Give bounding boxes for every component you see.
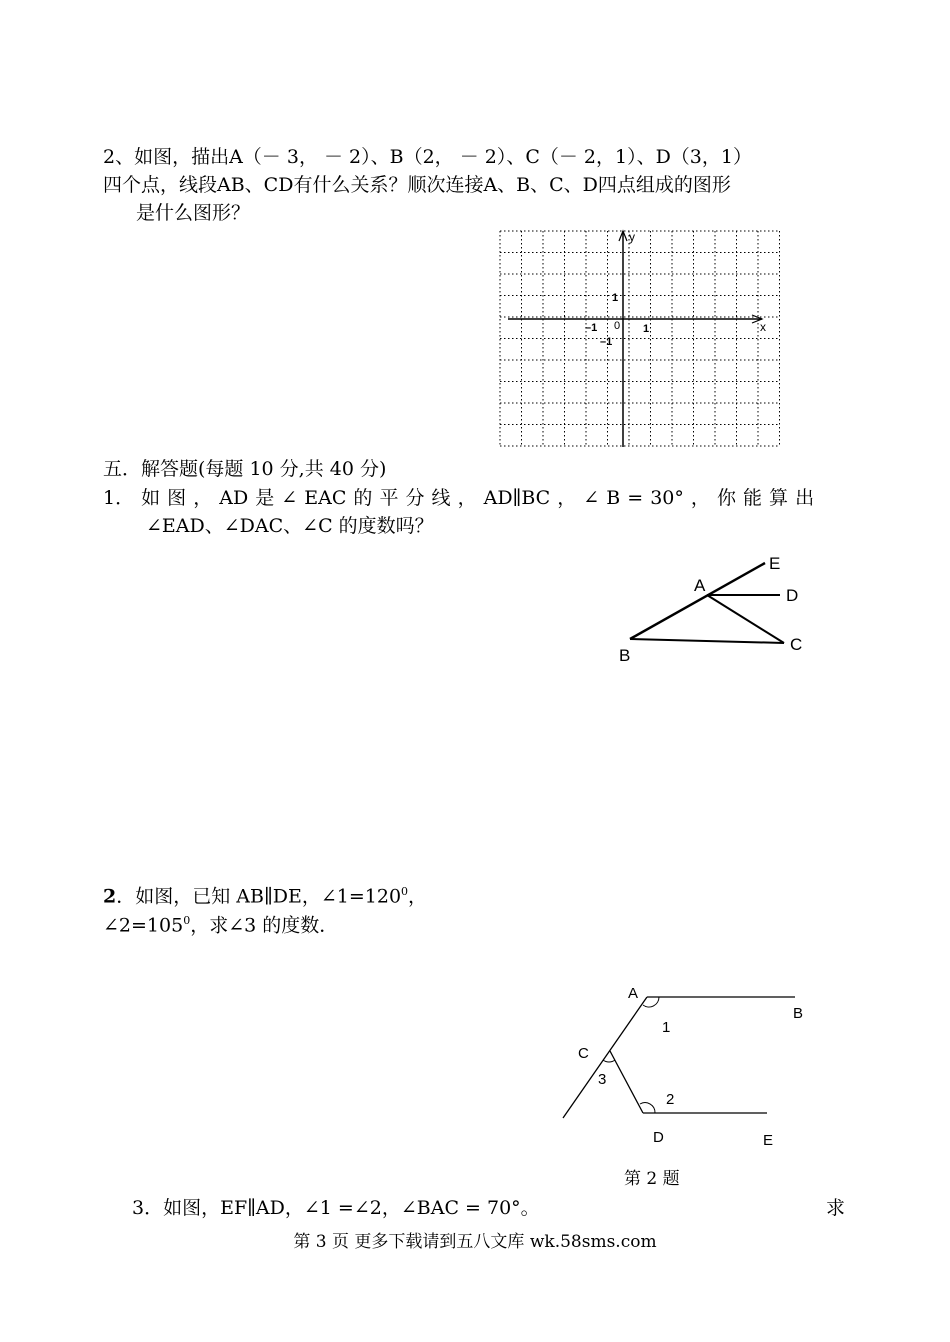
label-1: 1 <box>662 1019 671 1036</box>
label-E: E <box>763 1132 774 1149</box>
page-footer: 第 3 页 更多下载请到五八文库 wk.58sms.com <box>293 1232 657 1252</box>
q2-sup1: 0 <box>401 885 409 898</box>
q3-line: 3．如图，EF∥AD，∠1 =∠2，∠BAC = 70°。 <box>132 1197 540 1219</box>
q1-line1: 1． 如 图 ， AD 是 ∠ EAC 的 平 分 线 ， AD∥BC ， ∠ B = 30° ， 你 能 算 出 <box>103 487 815 509</box>
tick-neg1-y: –1 <box>600 336 613 348</box>
transversal-line <box>563 997 647 1118</box>
label-3: 3 <box>598 1071 607 1088</box>
y-axis-label: y <box>629 230 635 244</box>
q2-line2 <box>103 915 338 935</box>
q2-figure-caption: 第 2 题 <box>624 1169 680 1189</box>
x-axis-label: x <box>760 320 766 334</box>
label-C: C <box>790 635 803 654</box>
problem-2-line3: 是什么图形？ <box>136 202 251 224</box>
label-D: D <box>786 586 799 605</box>
label-B: B <box>619 646 631 665</box>
q2-number: 2 <box>103 885 117 908</box>
angle-3-arc <box>603 1060 615 1062</box>
problem-2-line1: 2、如图，描出A（－ 3， － 2）、B（2， － 2）、C（－ 2，1）、D（3，1） <box>103 146 752 168</box>
label-E: E <box>769 554 781 573</box>
tick-1-y: 1 <box>612 292 619 304</box>
q2-line1-text: ．如图，已知 AB∥DE，∠1=120 <box>116 885 402 908</box>
triangle-figure-q1 <box>610 545 810 670</box>
segment-BC <box>630 639 784 643</box>
problem-2-line2: 四个点，线段AB、CD有什么关系？顺次连接A、B、C、D四点组成的图形 <box>103 174 731 196</box>
q2-line2-start: ∠2=105 <box>103 914 184 937</box>
q2-line1 <box>103 886 427 906</box>
q3-tail: 求 <box>826 1197 846 1219</box>
origin-label: 0 <box>614 320 621 332</box>
label-2: 2 <box>666 1091 675 1108</box>
q1-line2: ∠EAD、∠DAC、∠C 的度数吗？ <box>146 515 434 537</box>
grid-dotted-lines <box>500 231 780 446</box>
label-C: C <box>578 1045 589 1062</box>
coordinate-grid-figure <box>490 225 780 453</box>
parallel-lines-figure-q2 <box>555 978 815 1153</box>
segment-AC <box>707 595 784 643</box>
q2-line2-end: ，求∠3 的度数． <box>190 914 339 937</box>
q2-line1-end: ， <box>408 885 428 908</box>
label-B: B <box>793 1005 804 1022</box>
label-A: A <box>628 985 639 1002</box>
q2-sup2: 0 <box>183 914 191 927</box>
section-5-heading: 五．解答题(每题 10 分,共 40 分) <box>103 458 387 480</box>
tick-neg1-x: –1 <box>585 322 598 334</box>
label-A: A <box>694 576 706 595</box>
tick-1-x: 1 <box>643 323 650 335</box>
segment-BE <box>630 563 765 639</box>
label-D: D <box>653 1129 664 1146</box>
